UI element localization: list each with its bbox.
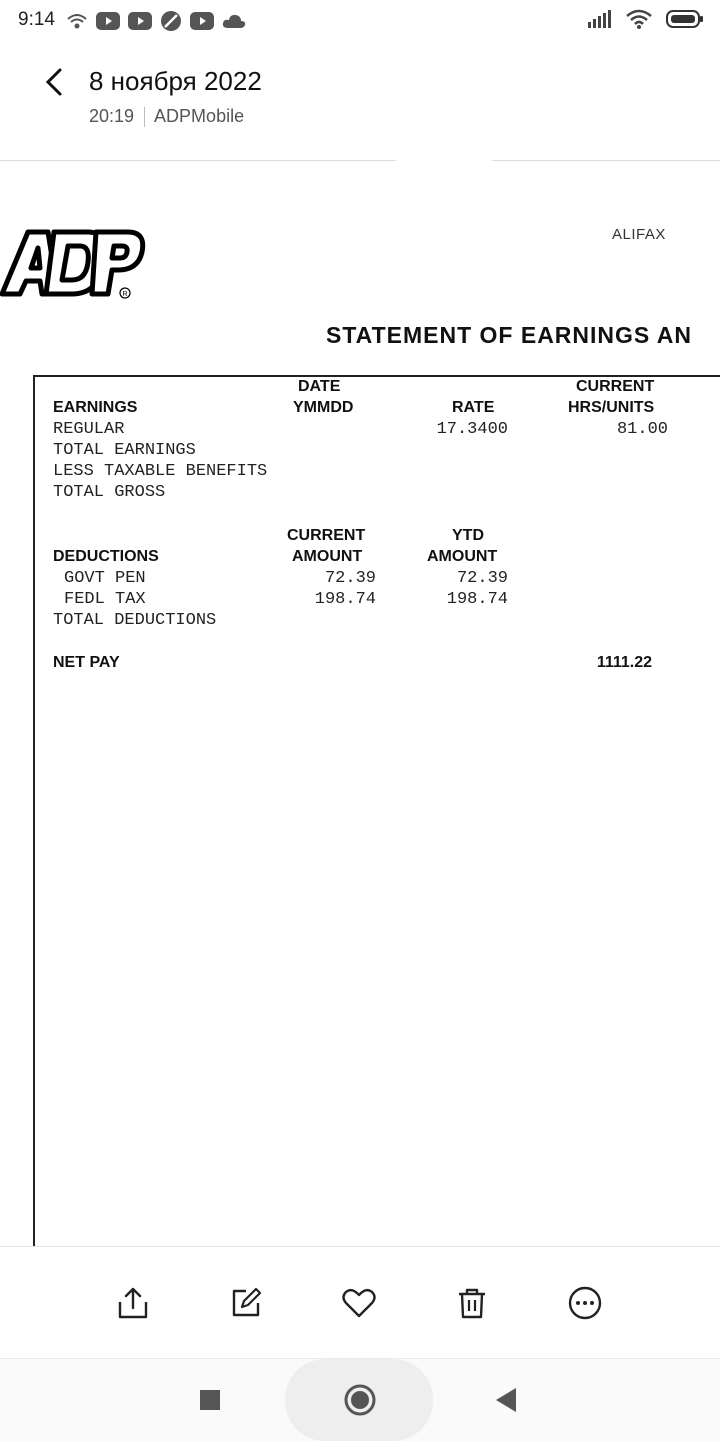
ded-current-header-2: AMOUNT	[292, 548, 363, 565]
recents-icon[interactable]	[200, 1390, 220, 1410]
signal-icon	[588, 10, 612, 28]
wifi-icon	[626, 9, 652, 29]
back-nav-icon[interactable]	[496, 1388, 516, 1412]
current-header-2: HRS/UNITS	[568, 399, 655, 416]
deduction-row-label: TOTAL DEDUCTIONS	[53, 611, 217, 630]
share-icon	[117, 1286, 149, 1320]
back-button[interactable]	[36, 64, 72, 100]
home-icon[interactable]	[344, 1384, 376, 1416]
ytd-header-2: AMOUNT	[427, 548, 498, 565]
ytd-header-1: YTD	[452, 527, 484, 544]
more-button[interactable]	[565, 1283, 605, 1323]
trash-icon	[457, 1287, 487, 1319]
heart-icon	[342, 1288, 376, 1318]
statement-frame	[33, 375, 720, 1246]
deduction-row-ytd: 72.39	[456, 569, 508, 588]
status-time: 9:14	[18, 9, 55, 30]
photo-time: 20:19	[89, 106, 135, 126]
favorite-button[interactable]	[339, 1283, 379, 1323]
photo-source: ADPMobile	[154, 106, 245, 126]
earnings-header: EARNINGS	[53, 399, 138, 416]
youtube-icon	[96, 12, 120, 30]
date-header-2: YMMDD	[293, 399, 354, 416]
adp-logo	[0, 226, 150, 307]
net-pay-value: 1111.22	[596, 654, 652, 671]
subtitle-separator	[144, 107, 145, 127]
branch-name: ALIFAX	[612, 226, 666, 243]
statement-title: STATEMENT OF EARNINGS AN	[326, 322, 693, 348]
cloud-icon	[222, 13, 246, 29]
status-bar	[0, 0, 720, 40]
youtube-icon	[128, 12, 152, 30]
earnings-row-label: LESS TAXABLE BENEFITS	[53, 462, 268, 481]
photo-toolbar	[0, 1246, 720, 1359]
earnings-row-hours: 81.00	[616, 420, 668, 439]
blocked-icon	[160, 10, 182, 32]
battery-icon	[666, 9, 704, 29]
deduction-row-current: 198.74	[314, 590, 376, 609]
more-icon	[568, 1286, 602, 1320]
edit-button[interactable]	[226, 1283, 266, 1323]
net-pay-label: NET PAY	[53, 654, 120, 671]
app-header	[0, 40, 720, 162]
rate-header: RATE	[452, 399, 495, 416]
earnings-row-label: TOTAL EARNINGS	[53, 441, 196, 460]
status-right	[588, 9, 704, 29]
header-subtitle	[89, 106, 244, 127]
chevron-left-icon	[43, 67, 65, 97]
earnings-row-label: REGULAR	[53, 420, 125, 439]
deduction-row-ytd: 198.74	[446, 590, 508, 609]
current-header-1: CURRENT	[576, 378, 655, 395]
youtube-icon	[190, 12, 214, 30]
deductions-header: DEDUCTIONS	[53, 548, 159, 565]
earnings-row-rate: 17.3400	[436, 420, 508, 439]
edit-icon	[230, 1287, 262, 1319]
notification-icons	[66, 10, 246, 32]
deduction-row-label: FEDL TAX	[64, 590, 146, 609]
deduction-row-label: GOVT PEN	[64, 569, 146, 588]
document-image[interactable]	[0, 162, 720, 1246]
system-nav-bar	[0, 1358, 720, 1441]
delete-button[interactable]	[452, 1283, 492, 1323]
deduction-row-current: 72.39	[324, 569, 376, 588]
page-title: 8 ноября 2022	[89, 66, 262, 96]
share-button[interactable]	[113, 1283, 153, 1323]
ded-current-header-1: CURRENT	[287, 527, 366, 544]
wifi-calling-icon	[66, 11, 88, 31]
svg-text:R: R	[122, 291, 128, 298]
date-header-1: DATE	[298, 378, 341, 395]
header-divider	[0, 160, 720, 161]
earnings-row-label: TOTAL GROSS	[53, 483, 166, 502]
